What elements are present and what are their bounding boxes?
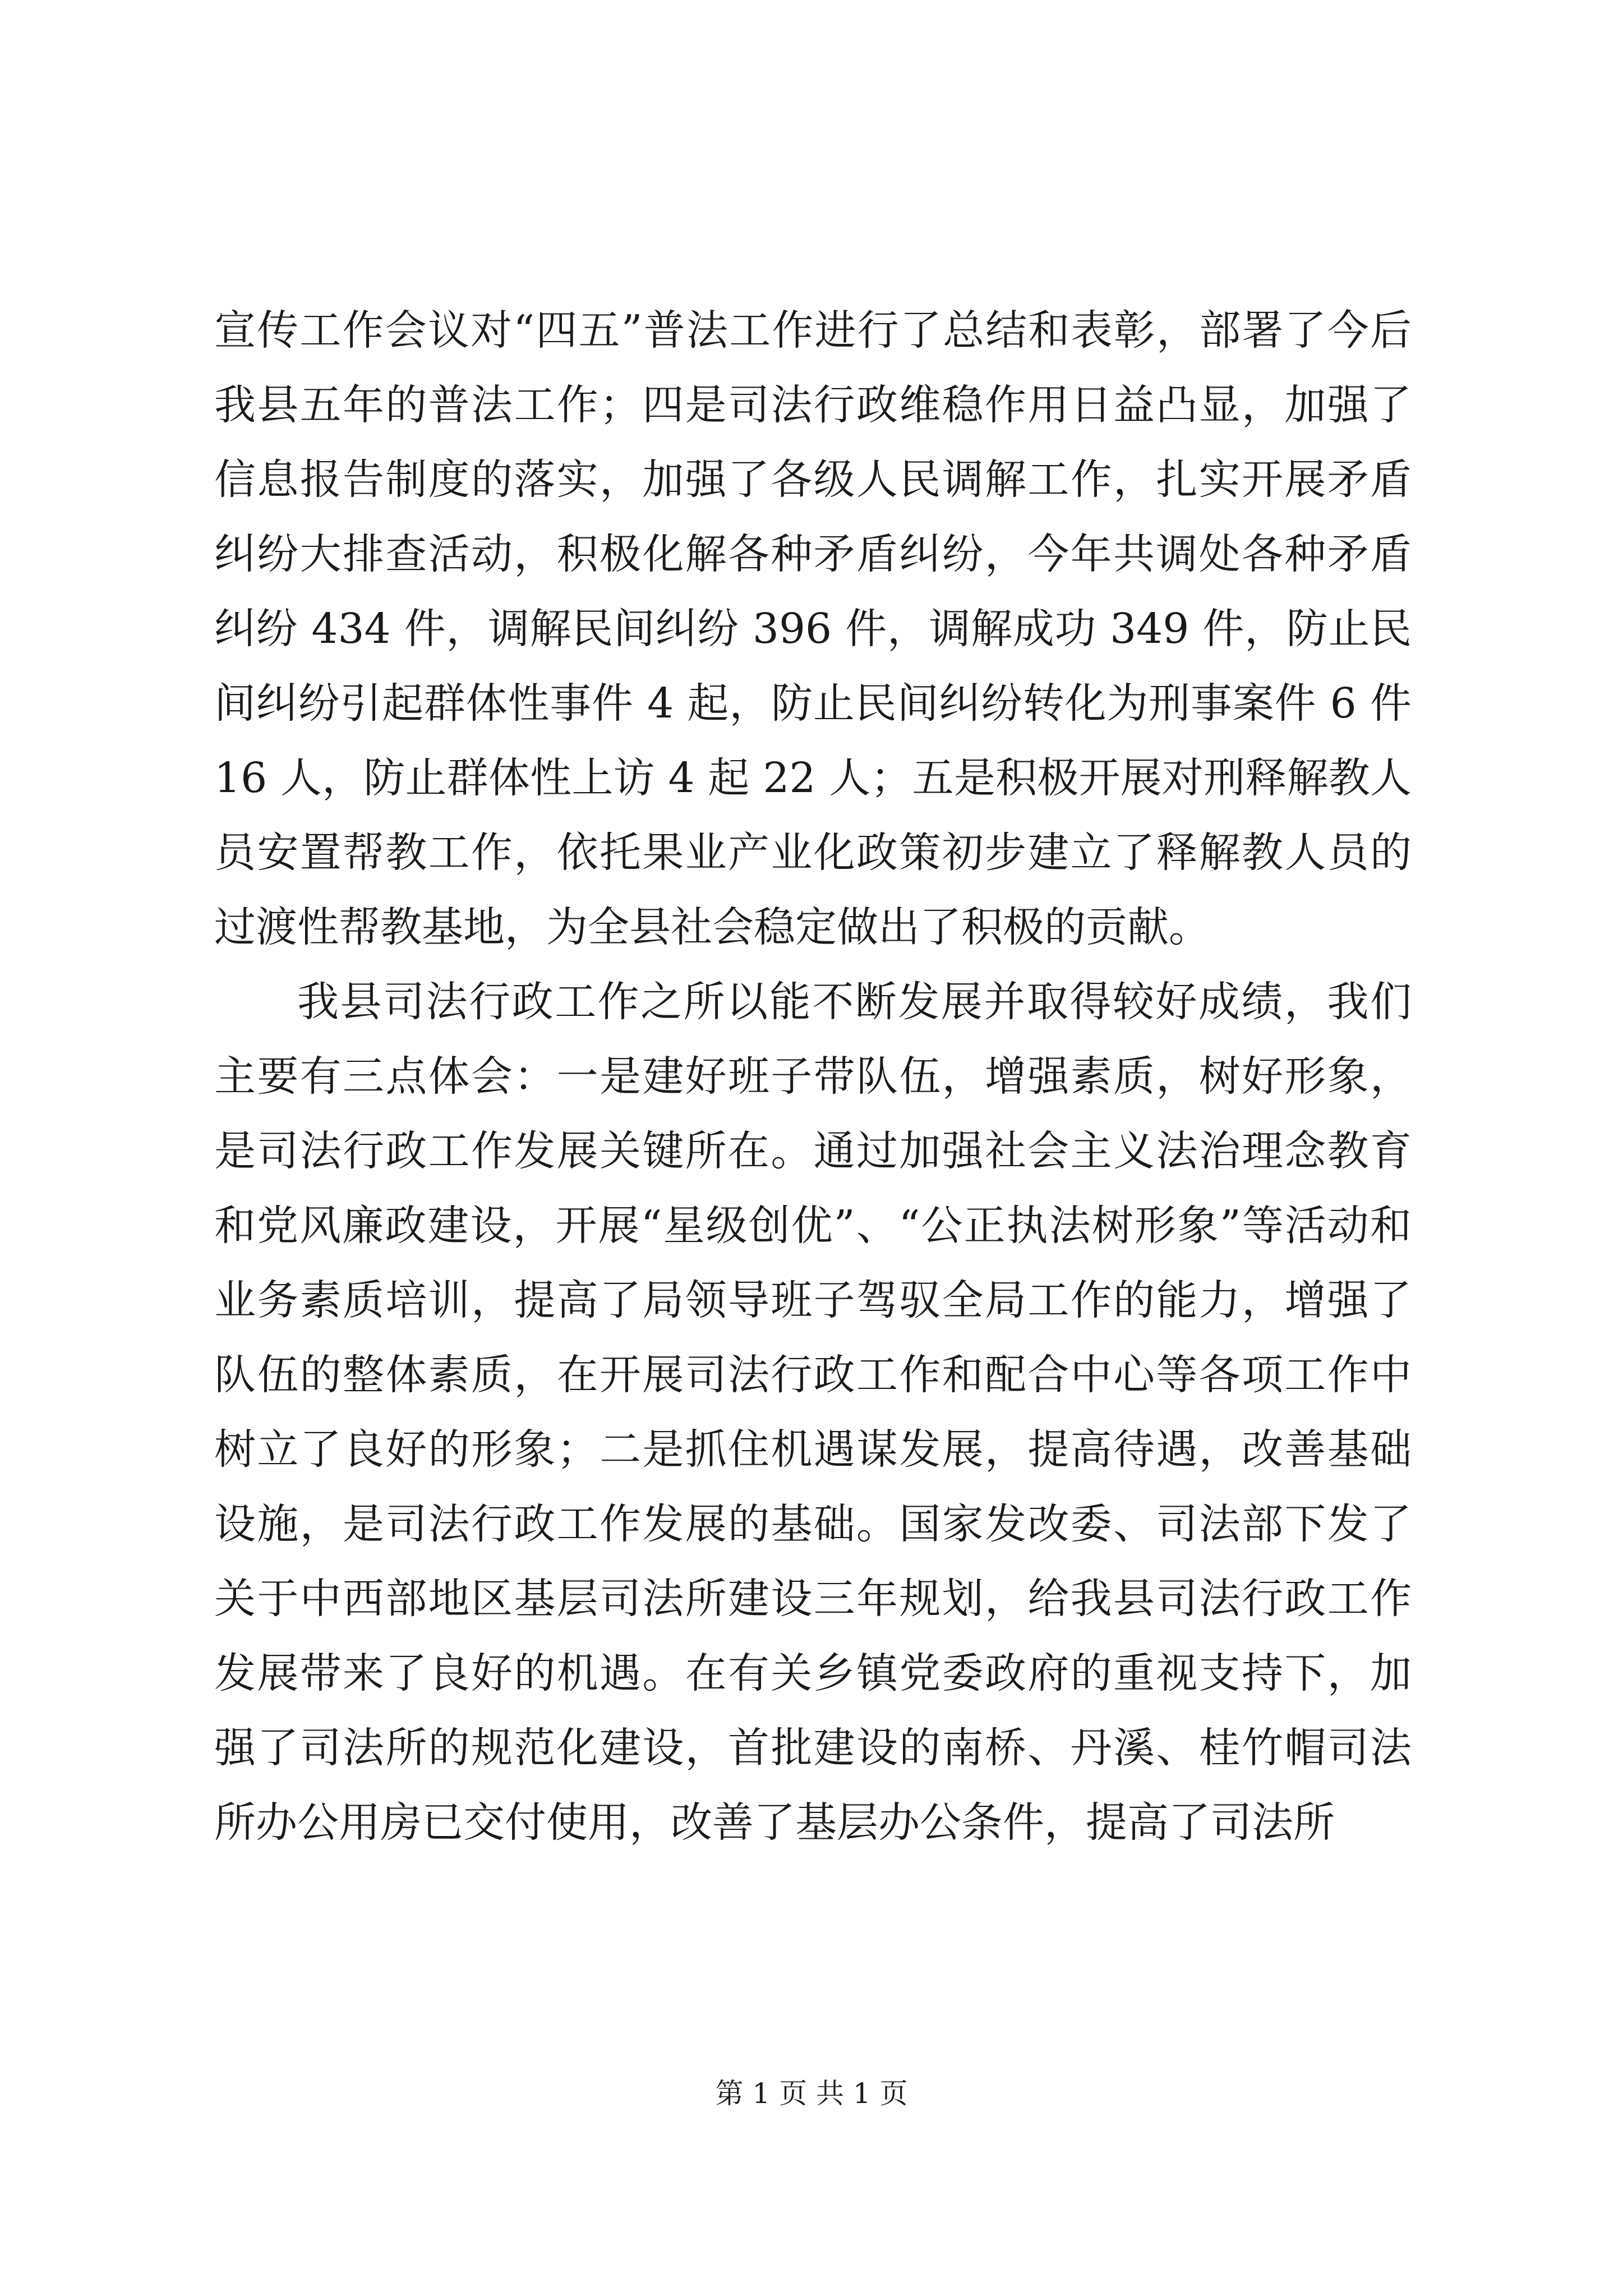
paragraph-continuation: 宣传工作会议对“四五”普法工作进行了总结和表彰，部署了今后我县五年的普法工作；四是司法行政维稳作用日益凸显，加强了信息报告制度的落实，加强了各级人民调解工作，扎实开展矛盾纠纷大排查活动，积极化解各种矛盾纠纷，今年共调处各种矛盾纠纷 434 件，调解民间纠纷 396 件，调解成功 349 件，防止民间纠纷引起群体性事件 4 起，防止民间纠纷转化为刑事案件 6 件 16 人，防止群体性上访 4 起 22 人；五是积极开展对刑释解教人员安置帮教工作，依托果业产业化政策初步建立了释解教人员的过渡性帮教基地，为全县社会稳定做出了积极的贡献。 [214, 306, 1412, 951]
paragraph-experience: 我县司法行政工作之所以能不断发展并取得较好成绩，我们主要有三点体会：一是建好班子带队伍，增强素质，树好形象，是司法行政工作发展关键所在。通过加强社会主义法治理念教育和党风廉政建设，开展“星级创优”、“公正执法树形象”等活动和业务素质培训，提高了局领导班子驾驭全局工作的能力，增强了队伍的整体素质，在开展司法行政工作和配合中心等各项工作中树立了良好的形象；二是抓住机遇谋发展，提高待遇，改善基础设施，是司法行政工作发展的基础。国家发改委、司法部下发了关于中西部地区基层司法所建设三年规划，给我县司法行政工作发展带来了良好的机遇。在有关乡镇党委政府的重视支持下，加强了司法所的规范化建设，首批建设的南桥、丹溪、桂竹帽司法所办公用房已交付使用，改善了基层办公条件，提高了司法所 [214, 978, 1412, 1847]
page-footer: 第 1 页 共 1 页 [715, 2077, 908, 2110]
document-body [214, 293, 1412, 1860]
